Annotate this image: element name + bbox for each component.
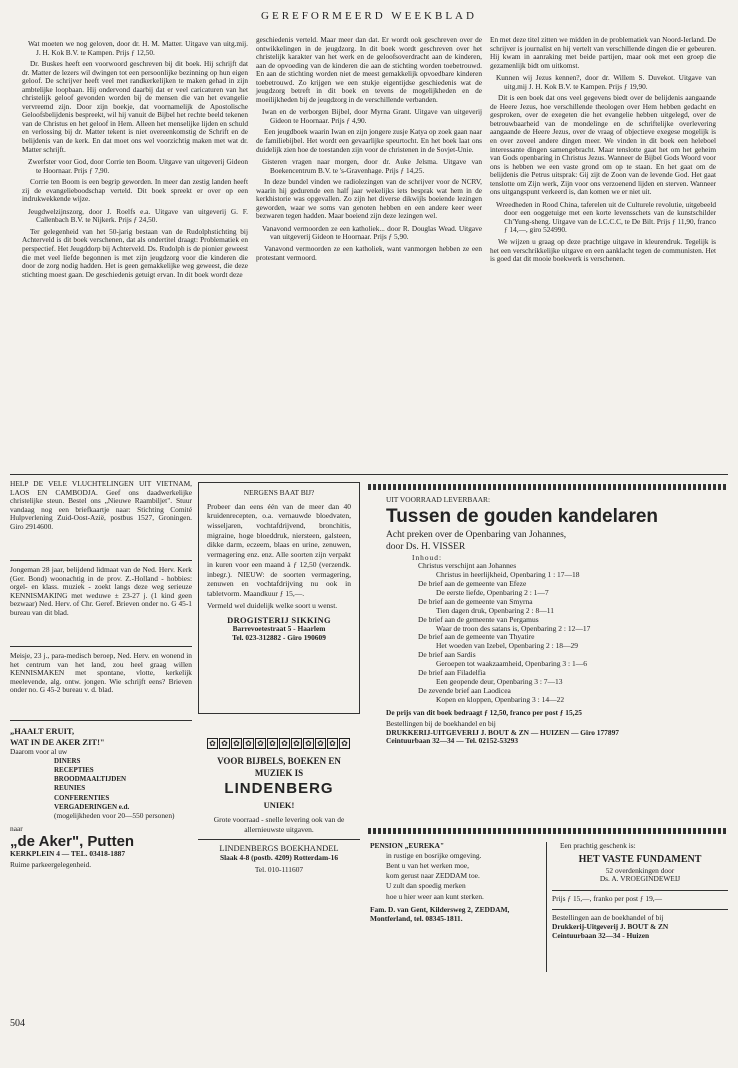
review-heading: Kunnen wij Jezus kennen?, door dr. Willem S. Duvekot. Uitgave van uitg.mij J. H. Kok B.V. te Kampen. Prijs ƒ 19,90.	[496, 73, 716, 91]
ad-de-aker	[10, 726, 192, 870]
nergens-title: NERGENS BAAT BIJ?	[243, 488, 315, 497]
ad-meisje-text: Meisje, 23 j., para-medisch beroep, Ned. Herv. en wonend in het centrum van het land, zou heel graag willen KENNISMAKEN met spontane, vlotte, kerkelijk meelevende, alg. ontw. jongen. Wie schrijft eens? Brieven onder no. G 45-2 bureau v. d. blad.	[10, 651, 192, 695]
contents-chapter: De brief aan de gemeente van Efeze	[418, 579, 527, 588]
lindenberg-name: LINDENBERG	[224, 780, 334, 797]
aker-name: „de Aker", Putten	[10, 832, 135, 850]
review-body: We wijzen u graag op deze prachtige uitgave in kleurendruk. Tegelijk is het een verschrikkelijke uitgave en een aanklacht tegen de communisten. Het is goed dat dit mooie boekwerk is verschenen.	[490, 237, 716, 264]
eureka-title: PENSION „EUREKA"	[370, 841, 445, 850]
section-divider	[10, 474, 728, 475]
kandelaren-pre: UIT VOORRAAD LEVERBAAR:	[386, 495, 491, 504]
contents-subtitle: Christus in heerlijkheid, Openbaring 1 : 17—18	[436, 570, 580, 580]
divider	[10, 646, 192, 647]
aker-service-item: REUNIES	[54, 784, 86, 793]
aker-address: KERKPLEIN 4 — TEL. 03418-1887	[10, 848, 126, 858]
kandelaren-price: De prijs van dit boek bedraagt ƒ 12,50, franco per post ƒ 15,25	[386, 707, 582, 717]
ad-nergens-baat	[198, 482, 360, 714]
aker-service-item: VERGADERINGEN e.d.	[54, 803, 130, 812]
decorative-border-bottom	[368, 828, 728, 834]
fundament-firm: Drukkerij-Uitgeverij J. BOUT & ZN	[552, 921, 669, 931]
contents-chapter: De brief aan Sardis	[418, 650, 476, 660]
fundament-pre: Een prachtig geschenk is:	[560, 841, 636, 850]
review-heading: Wreedheden in Rood China, taferelen uit de Culturele revolutie, uitgebeeld door een ooggetuige met een korte levensschets van de kunstschilder Ch'Yung-sheng. Uitgave van de I.C.C.C, te De Bilt. Prijs ƒ 11,90, franco ƒ 14,—, giro 524990.	[496, 199, 716, 235]
review-body: Dr. Buskes heeft een voorwoord geschreven bij dit boek. Hij schrijft dat dr. Matter de lezers wil dwingen tot een persoonlijke bezinning op hun eigen geloof. De schrijver heeft veel met randkerkelijken te maken gehad in zijn ambtelijke loopbaan. Hij ondervond daarbij dat er veel caricaturen van het christelijk geloof gevonden worden bij de mensen die van het evangelie vervreemd zijn. Door zijn boekje, dat voornamelijk de Apostolische Geloofsbelijdenis bespreekt, wil hij vanuit de Bijbel het rechte beeld tekenen van de Christus en het geloof in Hem. Alleen het menselijke lijden en schuld en verlossing bij dr. Matter tekent is niet overeenkomstig de Schrift en de belijdenis van de kerk. En dat moet ons wel voorzichtig maken met wat dr. Matter schrijft.	[22, 59, 248, 154]
contents-subtitle: Een geopende deur, Openbaring 3 : 7—13	[436, 676, 563, 686]
ad-kandelaren	[372, 496, 724, 746]
nergens-tel: Tel. 023-312882 - Giro 190609	[232, 632, 326, 642]
column-3	[490, 36, 716, 264]
contents-chapter: De brief aan de gemeente van Smyrna	[418, 596, 533, 606]
review-body: geschiedenis verteld. Maar meer dan dat. Er wordt ook geschreven over de ontwikkelingen in de jeugdzorg. In dit boek wordt geschreven over het christelijk karakter van het werk en de geloofsoverdracht aan de kinderen, aan de opvoeding van de kinderen die aan de stichting worden toebetrouwd. En aan de stichting worden niet de meest gemakkelijk opvoedbare kinderen toebetrouwd. Zo krijgen we een stukje eigentijdse geschiedenis wat de jeugdzorg betreft in dit boek en tevens de mogelijkheden en de moeilijkheden bij de jeugdzorg in de verschillende verbanden.	[256, 35, 482, 104]
review-heading: Jeugdwelzijnszorg, door J. Roelfs e.a. Uitgave van uitgeverij G. F. Callenbach B.V. te Nijkerk. Prijs ƒ 24,50.	[28, 206, 248, 225]
eureka-line-3: kom gerust naar ZEDDAM toe.	[386, 871, 480, 881]
aker-headline-2: WAT IN DE AKER ZIT!"	[10, 737, 105, 747]
eureka-line-1: in rustige en bosrijke omgeving.	[386, 850, 482, 860]
review-heading: Iwan en de verborgen Bijbel, door Myrna Grant. Uitgave van uitgeverij Gideon te Hoornaar. Prijs ƒ 4,90.	[262, 107, 482, 125]
kandelaren-order: Bestellingen bij de boekhandel en bij	[386, 719, 496, 729]
page-number: 504	[10, 1018, 25, 1029]
aker-headline-1: „HAALT ERUIT,	[10, 726, 75, 736]
contents-chapter: Christus verschijnt aan Johannes	[418, 561, 517, 571]
eureka-address: Fam. D. van Gent, Kildersweg 2, ZEDDAM, Montferland, tel. 08345-1811.	[370, 905, 510, 924]
fundament-price: Prijs ƒ 15,—, franko per post ƒ 19,—	[552, 890, 728, 904]
review-heading: Zwerfster voor God, door Corrie ten Boom. Uitgave van uitgeverij Gideon te Hoornaar. Prijs ƒ 7,90.	[28, 157, 248, 175]
nergens-firm: DROGISTERIJ SIKKING	[227, 615, 331, 626]
contents-subtitle: Kopen en kloppen, Openbaring 3 : 14—22	[436, 694, 565, 704]
aker-capacity-note: (mogelijkheden voor 20—550 personen)	[54, 811, 175, 821]
nergens-body: Probeer dan eens één van de meer dan 40 kruidenrecepten, o.a. vernauwde bloedvaten, wisseljaren, vochtafdrijvend, bronchitis, migraine, hoge bloeddruk, niersteen, galsteen, dikke darm, eczeem, blaas en urine, zenuwen, vermagering enz. enz. Alle soorten zijn verpakt in kuren voor een maand à ƒ 12,50 (verzendk. inbegr.). NIEUW: de soorten vermagering, zenuwen en vochtafdrijving nu ook in tabletvorm. Maandkuur ƒ 15,—.	[207, 501, 351, 598]
review-body: Ter gelegenheid van het 50-jarig bestaan van de Rudolphstichting bij Achterveld is dit boek verschenen, dat als ondertitel draagt: Problematiek en perspectief. Het Jeugddorp bij Achterveld. Ds. Rudolph is de pionier geweest die met veel liefde begonnen is met zijn jeugdzorg voor die kinderen die door de zorg nodig hadden. Het is geen gemakkelijke weg geweest, die deze stichting moest gaan. De geschiedenis getuigt ervan. In dit boek wordt deze	[22, 226, 248, 279]
eureka-line-4: U zult dan spoedig merken	[386, 881, 466, 891]
lindenberg-description: Grote voorraad - snelle levering ook van de allernieuwste uitgaven.	[213, 815, 345, 834]
ad-jongeman	[10, 566, 192, 618]
aker-service-item: CONFERENTIES	[54, 793, 110, 802]
ad-vaste-fundament	[552, 842, 728, 940]
ad-meisje	[10, 652, 192, 695]
fundament-title: HET VASTE FUNDAMENT	[578, 853, 702, 865]
kandelaren-address: Ceintuurbaan 32—34 — Tel. 02152-53293	[386, 736, 519, 746]
lindenberg-address: Slaak 4-8 (postb. 4209) Rotterdam-16	[219, 853, 339, 862]
review-body: Corrie ten Boom is een begrip geworden. In meer dan zestig landen heeft zij de evangelieboodschap verteld. Dit boek spreekt er over op een indrukwekkende wijze.	[22, 177, 248, 204]
contents-subtitle: Waar de troon des satans is, Openbaring 2 : 12—17	[436, 623, 591, 633]
review-body: Een jeugdboek waarin Iwan en zijn jongere zusje Katya op zoek gaan naar de familiebijbel. Het wordt een gevaarlijke speurtocht. En het boek laat ons duidelijk zien hoe de toestanden zijn voor de christenen in de Sovjet-Unie.	[256, 127, 482, 154]
contents-chapter: De brief aan de gemeente van Pergamus	[418, 614, 539, 624]
fundament-sub: 52 overdenkingen door	[605, 865, 675, 875]
lindenberg-unique: UNIEK!	[263, 800, 295, 810]
contents-chapter: De brief aan de gemeente van Thyatire	[418, 632, 535, 642]
review-body: Vanavond vermoorden ze een katholiek, want vanmorgen hebben ze een protestant vermoord.	[256, 244, 482, 262]
aker-service-item: BROODMAALTIJDEN	[54, 775, 127, 784]
kandelaren-author: door Ds. H. VISSER	[386, 541, 466, 552]
aker-services-list	[10, 757, 192, 813]
ad-lindenberg	[198, 738, 360, 874]
aker-service-item: DINERS	[54, 756, 81, 765]
vertical-divider	[546, 842, 547, 972]
contents-chapter: De brief aan Filadelfia	[418, 668, 486, 678]
lindenberg-tel: Tel. 010-111607	[254, 864, 304, 874]
lindenberg-line-1: VOOR BIJBELS, BOEKEN EN	[217, 756, 341, 766]
ad-help-refugees	[10, 480, 192, 532]
column-1	[22, 36, 248, 279]
aker-service-item: RECEPTIES	[54, 765, 94, 774]
nergens-address: Barrevoetestraat 5 - Haarlem	[232, 623, 326, 633]
review-heading: Wat moeten we nog geloven, door dr. H. M. Matter. Uitgave van uitg.mij. J. H. Kok B.V. te Kampen. Prijs ƒ 12,50.	[28, 39, 248, 57]
contents-subtitle: De eerste liefde, Openbaring 2 : 1—7	[436, 587, 549, 597]
lindenberg-firm: LINDENBERGS BOEKHANDEL	[198, 839, 360, 854]
lindenberg-line-2: MUZIEK IS	[254, 768, 304, 778]
ad-jongeman-text: Jongeman 28 jaar, belijdend lidmaat van de Ned. Herv. Kerk (Ger. Bond) woonachtig in de prov. Z.-Holland - hobbies: orgel- en klass. muziek - zoekt langs deze weg serieuze KENNISMAKING met weduwe ± 23-27 j. (1 kind geen bezwaar) Ned. Herv. of Chr. Geref. Brieven onder no. G 45-1 bureau van dit blad.	[10, 565, 192, 617]
contents-subtitle: Geroepen tot waakzaamheid, Openbaring 3 : 1—6	[436, 659, 587, 669]
kandelaren-firm: DRUKKERIJ-UITGEVERIJ J. BOUT & ZN — HUIZEN — Giro 177897	[386, 727, 619, 737]
decorative-border-top	[368, 484, 728, 490]
kandelaren-title: Tussen de gouden kandelaren	[386, 505, 659, 527]
aker-intro: Daarom voor al uw	[10, 747, 68, 756]
contents-chapter: De zevende brief aan Laodicea	[418, 685, 511, 695]
fundament-author: Ds. A. VROEGINDEWEIJ	[599, 874, 681, 884]
contents-subtitle: Het woeden van Izebel, Openbaring 2 : 18—29	[436, 641, 579, 651]
column-2	[256, 36, 482, 262]
aker-parking: Ruime parkeergelegenheid.	[10, 860, 92, 870]
kandelaren-subtitle: Acht preken over de Openbaring van Johannes,	[386, 529, 567, 540]
ad-pension-eureka	[370, 842, 540, 923]
review-heading: Vanavond vermoorden ze een katholiek... door R. Douglas Wead. Uitgave van uitgeverij Gideon te Hoornaar. Prijs ƒ 5,90.	[262, 223, 482, 242]
review-body: In deze bundel vinden we radiolezingen van de schrijver voor de NCRV, waarin hij gedurende een half jaar wekelijks iets besprak wat hem in de kerkhistorie was opgevallen. Zo zijn het diverse dikwijls boeiende lezingen geworden, waar we soms van genoten hebben en een andere keer weer bezwaren tegen hadden. Maar boeiend zijn deze lezingen wel.	[256, 177, 482, 221]
eureka-line-2: Bent u van het werken moe,	[386, 860, 469, 870]
contents-subtitle: Tien dagen druk, Openbaring 2 : 8—11	[436, 605, 554, 615]
divider	[10, 720, 192, 721]
review-heading: Gisteren vragen naar morgen, door dr. Auke Jelsma. Uitgave van Boekencentrum B.V. te 's-Gravenhage. Prijs ƒ 14,25.	[262, 157, 482, 175]
nergens-note: Vermeld wel duidelijk welke soort u wenst.	[207, 600, 338, 610]
decorative-border: ✿ ✿ ✿ ✿ ✿ ✿ ✿ ✿ ✿ ✿ ✿ ✿	[198, 738, 360, 749]
review-body: En met deze titel zitten we midden in de problematiek van Noord-Ierland. De schrijver is journalist en hij vertelt van verschillende dingen die er gebeuren. Hij kwam in aanraking met beide partijen, maar ook met een groep die gezamenlijk bidt om uitkomst.	[490, 35, 716, 70]
fundament-address: Ceintuurbaan 32—34 - Huizen	[552, 930, 650, 940]
page-header-title: GEREFORMEERD WEEKBLAD	[261, 10, 477, 22]
fundament-order: Bestellingen aan de boekhandel of bij	[552, 909, 728, 923]
ad-help-text: HELP DE VELE VLUCHTELINGEN UIT VIETNAM, LAOS EN CAMBODJA. Geef ons daadwerkelijke christelijke steun. Bestel ons „Nieuwe Raambiljet". Stuur vandaag nog een briefkaartje naar: Stichting Comité Hulpverlening Zuid-Oost-Azië, postbus 1527, Groningen. Giro 2914600.	[10, 479, 192, 531]
kandelaren-contents	[418, 562, 724, 705]
review-body: Dit is een boek dat ons veel gegevens biedt over de belijdenis aangaande de Heere Jezus, hoe verschillende theologen over Hem hebben gedacht en gesproken, over de exegeten die het evangelie hebben uitgelegd, over de betrouwbaarheid van de mondelinge en de schriftelijke overlevering aangaande de Heere Jezus, over de vraag of objectieve exegese mogelijk is en over zoveel andere dingen meer. We vinden in dit boek een heleboel interessante dingen samengebracht. Maar tenslotte gaat het om het geheim van Gods openbaring in Christus Jezus. Wanneer de Bijbel Gods Woord voor ons is hebben we een vaste grond om op te staan. En het gaat om de belijdenis die Petrus uitsprak: Gij zijt de Zoon van de levende God. Het gaat tenslotte om Zijn werk, Zijn voor ons verzoenend lijden en sterven. Wanneer ons uitgangspunt verkeerd is, dan komen we er niet uit.	[490, 93, 716, 197]
divider	[10, 560, 192, 561]
aker-naar: naar	[10, 823, 23, 833]
eureka-line-5: hoe u hier weer aan kunt sterken.	[386, 891, 484, 901]
kandelaren-inhoud: Inhoud:	[412, 552, 442, 562]
